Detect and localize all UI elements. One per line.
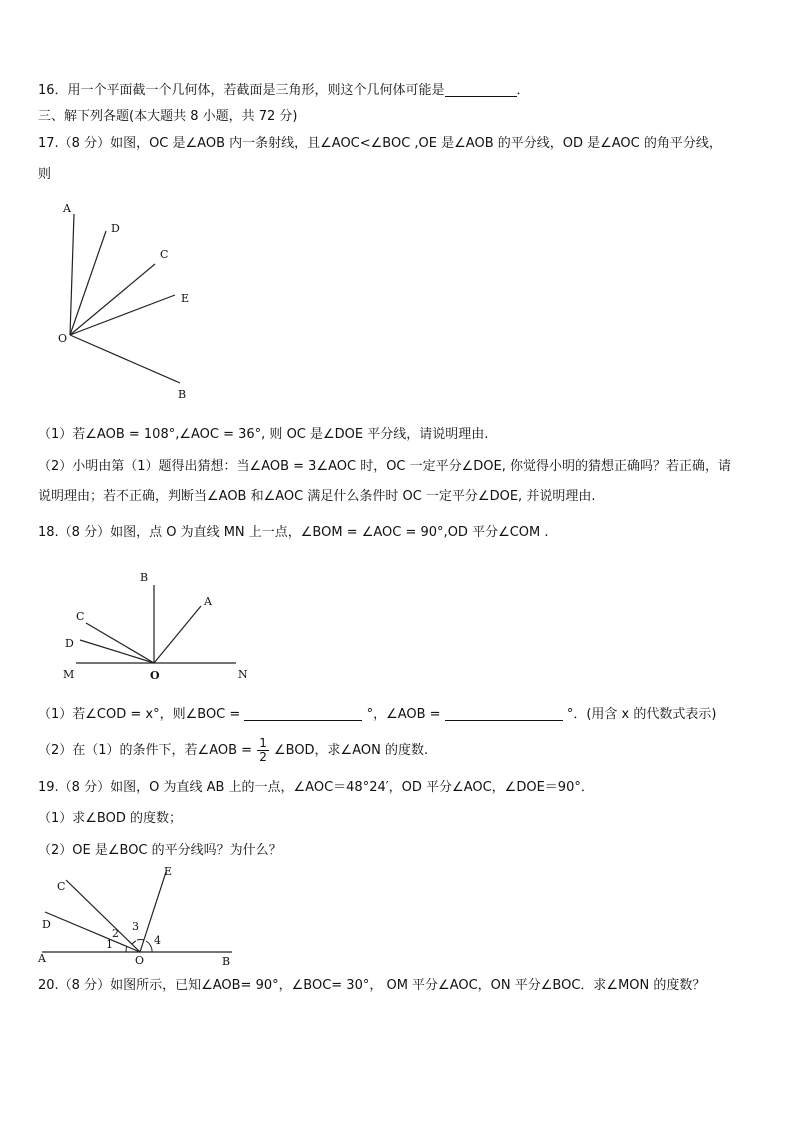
fraction-denominator: 2 bbox=[259, 750, 267, 764]
label-A: A bbox=[63, 202, 71, 215]
label-O: O bbox=[150, 669, 160, 682]
q18-sub2-end: ∠BOD，求∠AON 的度数. bbox=[273, 743, 429, 758]
label-M: M bbox=[63, 668, 75, 681]
angle-arc-4 bbox=[146, 941, 152, 952]
q17-sub2-line1: （2）小明由第（1）题得出猜想：当∠AOB = 3∠AOC 时，OC 一定平分∠DOE, 你觉得小明的猜想正确吗？若正确，请 bbox=[38, 459, 732, 474]
label-D: D bbox=[65, 637, 74, 650]
q18-stem: 18.（8 分）如图，点 O 为直线 MN 上一点，∠BOM = ∠AOC = 90°,OD 平分∠COM . bbox=[38, 525, 549, 540]
q19-sub1: （1）求∠BOD 的度数； bbox=[38, 811, 182, 826]
label-B: B bbox=[222, 955, 231, 968]
q16-end: ． bbox=[516, 83, 530, 98]
q18-sub2-pre: （2）在（1）的条件下，若∠AOB = bbox=[38, 743, 253, 758]
label-B: B bbox=[178, 388, 187, 401]
q18-sub1-end: °．(用含 x 的代数式表示) bbox=[566, 707, 717, 722]
label-D: D bbox=[111, 222, 120, 235]
label-C: C bbox=[76, 610, 85, 623]
q17-stem-cont: 则 bbox=[38, 167, 52, 182]
angle-arc-2 bbox=[132, 941, 136, 944]
label-C: C bbox=[57, 880, 66, 893]
q19-sub2: （2）OE 是∠BOC 的平分线吗？为什么？ bbox=[38, 843, 282, 858]
q17-stem: 17.（8 分）如图，OC 是∠AOB 内一条射线，且∠AOC<∠BOC ,OE 是∠AOB 的平分线，OD 是∠AOC 的角平分线， bbox=[38, 136, 722, 151]
label-A: A bbox=[204, 595, 212, 608]
q20-stem: 20.（8 分）如图所示，已知∠AOB= 90°，∠BOC= 30°， OM 平分∠AOC，ON 平分∠BOC．求∠MON 的度数？ bbox=[38, 978, 706, 993]
label-O: O bbox=[135, 954, 145, 967]
q18-sub1-pre: （1）若∠COD = x°，则∠BOC = bbox=[38, 707, 241, 722]
ray-OC bbox=[66, 880, 140, 952]
angle-arc-1 bbox=[126, 946, 127, 952]
label-A: A bbox=[38, 952, 46, 965]
angle-number-3: 3 bbox=[132, 920, 139, 933]
label-N: N bbox=[238, 668, 248, 681]
q18-sub1-mid: °，∠AOB = bbox=[366, 707, 441, 722]
q17-sub1: （1）若∠AOB = 108°,∠AOC = 36°, 则 OC 是∠DOE 平分线，请说明理由. bbox=[38, 427, 489, 442]
fraction-numerator: 1 bbox=[259, 736, 267, 750]
angle-number-2: 2 bbox=[112, 927, 119, 940]
label-O: O bbox=[58, 332, 68, 345]
label-E: E bbox=[181, 292, 190, 305]
angle-number-4: 4 bbox=[154, 934, 161, 947]
q16-text: 16．用一个平面截一个几何体，若截面是三角形，则这个几何体可能是 bbox=[38, 83, 445, 98]
ray-OD bbox=[45, 912, 140, 952]
q17-sub2-line2: 说明理由；若不正确，判断当∠AOB 和∠AOC 满足什么条件时 OC 一定平分∠DOE, 并说明理由. bbox=[38, 489, 596, 504]
label-D: D bbox=[42, 918, 51, 931]
section-heading: 三、解下列各题(本大题共 8 小题，共 72 分) bbox=[38, 109, 298, 124]
q19-stem: 19.（8 分）如图，O 为直线 AB 上的一点，∠AOC＝48°24′，OD 平分∠AOC，∠DOE＝90°． bbox=[38, 780, 594, 795]
label-B: B bbox=[140, 571, 149, 584]
angle-number-1: 1 bbox=[106, 938, 113, 951]
label-C: C bbox=[160, 248, 169, 261]
label-E: E bbox=[164, 865, 173, 878]
